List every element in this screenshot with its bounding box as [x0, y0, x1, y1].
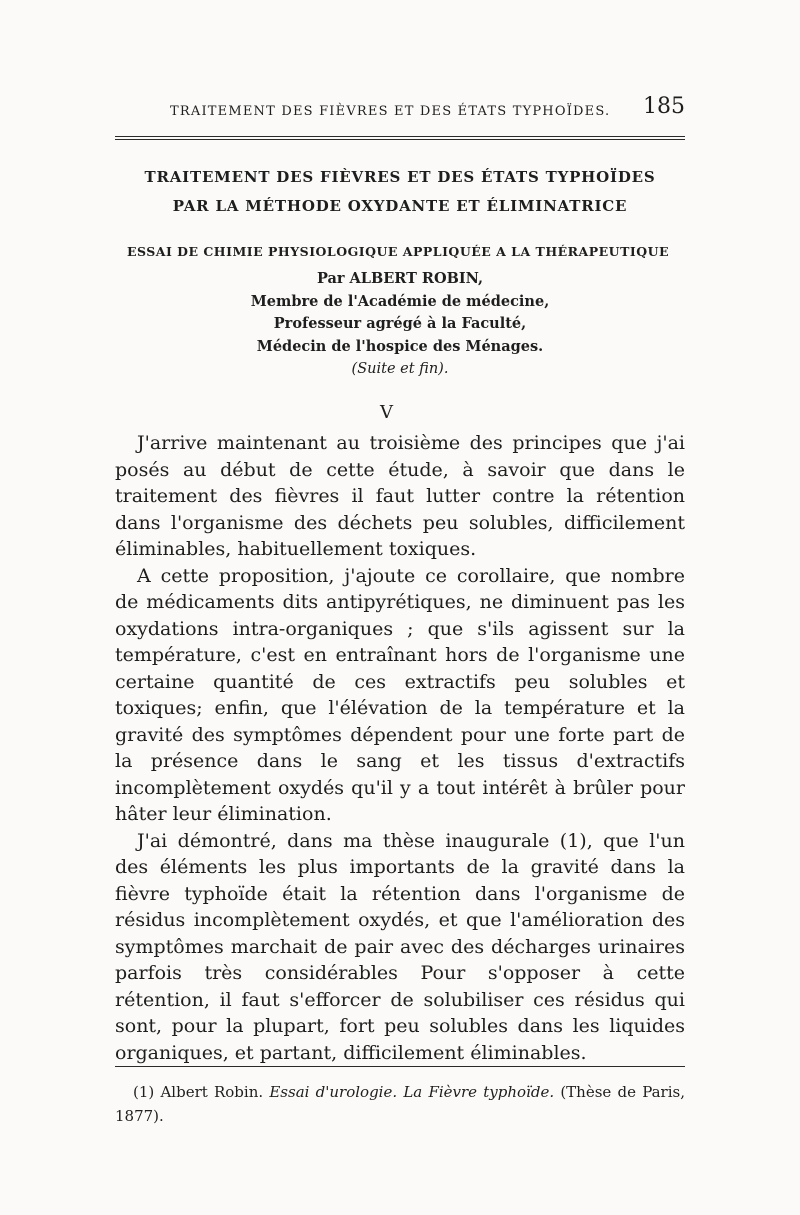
article-title — [100, 162, 700, 215]
paragraph-1: J'arrive maintenant au troisième des principes que j'ai posés au début de cette étude, à savoir que dans le traitement des fièvres il faut lutter contre la rétention dans l'organisme des déchets peu solubles, difficilement éliminables, habituellement toxiques. — [115, 432, 685, 560]
running-head — [110, 94, 685, 124]
paragraph-3: J'ai démontré, dans ma thèse inaugurale (1), que l'un des éléments les plus importants de la gravité dans la fièvre typhoïde était la rétention dans l'organisme de résidus incomplètement oxydés, et que l'amélioration des symptômes marchait de pair avec des décharges urinaires parfois très considérables Pour s'opposer à cette rétention, il faut s'efforcer de solubiliser ces résidus qui sont, pour la plupart, fort peu solubles dans les liquides organiques, et partant, difficilement éliminables. — [115, 829, 685, 1064]
author-block — [200, 268, 600, 381]
footnote — [115, 1080, 685, 1128]
author-affiliation-3: Médecin de l'hospice des Ménages. — [256, 337, 544, 355]
paragraph-2: A cette proposition, j'ajoute ce corollaire, que nombre de médicaments dits antipyrétiques, ne diminuent pas les oxydations intra-organiques ; que s'ils agissent sur la température, c'est en entraînant hors de l'organisme une certaine quantité de ces extractifs peu solubles et toxiques; enfin, que l'élévation de la température et la gravité des symptômes dépendent pour une forte part de la présence dans le sang et les tissus d'extractifs incomplètement oxydés qu'il y a tout intérêt à brûler pour hâter leur élimination. — [115, 564, 685, 825]
section-heading: V — [380, 402, 393, 423]
title-line-2: PAR LA MÉTHODE OXYDANTE ET ÉLIMINATRICE — [172, 197, 628, 215]
body-text — [115, 430, 685, 1066]
header-rule — [115, 136, 685, 140]
article-subtitle: ESSAI DE CHIMIE PHYSIOLOGIQUE APPLIQUÉE A LA THÉRAPEUTIQUE — [126, 244, 670, 259]
author-byline: Par ALBERT ROBIN, — [316, 270, 484, 287]
author-affiliation-1: Membre de l'Académie de médecine, — [250, 292, 550, 310]
footnote-marker: (1) Albert Robin. — [133, 1083, 264, 1101]
footnote-rest: (Thèse de Paris, 1877). — [115, 1083, 685, 1125]
footnote-work-title: Essai d'urologie. La Fièvre typhoïde. — [269, 1083, 555, 1101]
running-title: TRAITEMENT DES FIÈVRES ET DES ÉTATS TYPHOÏDES. — [170, 104, 611, 119]
continuation-note: (Suite et fin). — [351, 361, 449, 377]
author-affiliation-2: Professeur agrégé à la Faculté, — [273, 315, 527, 332]
footnote-rule — [115, 1066, 685, 1067]
title-line-1: TRAITEMENT DES FIÈVRES ET DES ÉTATS TYPHOÏDES — [144, 168, 656, 186]
page-number: 185 — [643, 94, 685, 119]
